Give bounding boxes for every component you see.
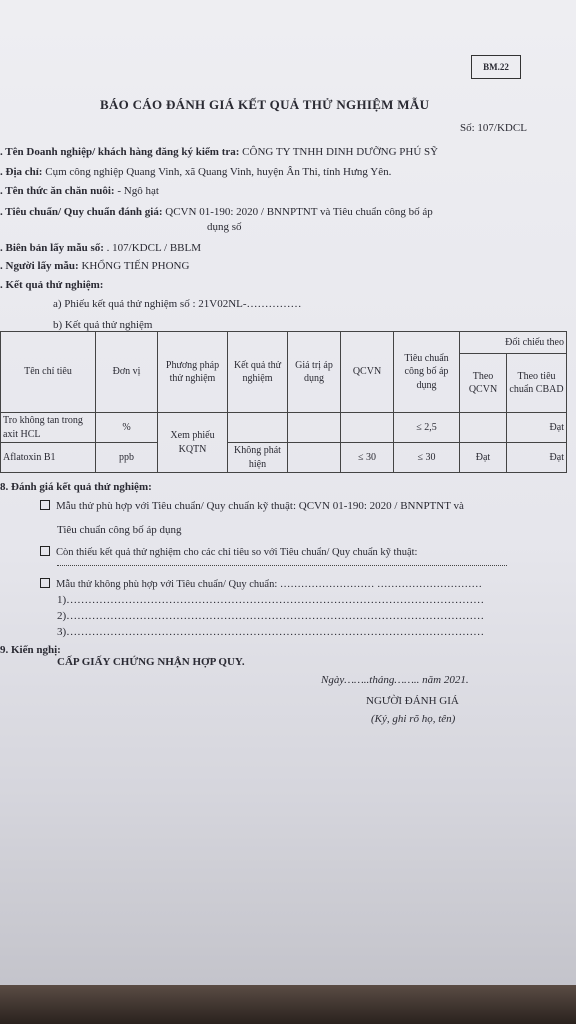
blank-line-2: 2)……………………………………………………………………………………………………: [57, 610, 485, 622]
sampler-label: . Người lấy mẫu:: [0, 260, 79, 272]
row2-qcvn: ≤ 30: [341, 443, 394, 473]
company-value: CÔNG TY TNHH DINH DƯỠNG PHÚ SỸ: [242, 146, 439, 158]
blank-line-1: 1)……………………………………………………………………………………………………: [57, 594, 485, 606]
result-b: b) Kết quả thử nghiệm: [53, 319, 153, 331]
address-label: . Địa chỉ:: [0, 166, 43, 178]
signature-date: Ngày……..tháng…….. năm 2021.: [321, 674, 469, 686]
company-line: [0, 146, 438, 158]
header-by-cbad: Theo tiêu chuẩn CBAD: [507, 354, 567, 413]
header-unit: Đơn vị: [96, 332, 158, 413]
feed-value: - Ngô hạt: [117, 185, 159, 197]
document-number: Số: 107/KDCL: [460, 122, 527, 134]
checkbox-option-2[interactable]: [40, 546, 50, 556]
evaluation-option-1: [40, 500, 464, 512]
evaluation-option-3: [40, 578, 482, 590]
address-line: [0, 166, 391, 178]
sample-record-line: [0, 242, 201, 254]
checkbox-option-1[interactable]: [40, 500, 50, 510]
row1-by-qcvn: [460, 413, 507, 443]
row1-qcvn: [341, 413, 394, 443]
blank-line-3: 3)……………………………………………………………………………………………………: [57, 626, 485, 638]
header-qcvn: QCVN: [341, 332, 394, 413]
row1-unit: %: [96, 413, 158, 443]
sample-record-label: . Biên bản lấy mẫu số:: [0, 242, 104, 254]
feed-label: . Tên thức ăn chăn nuôi:: [0, 185, 115, 197]
recommendation-value: CẤP GIẤY CHỨNG NHẬN HỢP QUY.: [57, 656, 245, 668]
recommendation-heading: 9. Kiến nghị:: [0, 644, 61, 656]
background-shadow: [0, 985, 576, 1024]
row2-declared: ≤ 30: [394, 443, 460, 473]
signature-role: NGƯỜI ĐÁNH GIÁ: [366, 695, 459, 707]
header-declared-standard: Tiêu chuẩn công bố áp dụng: [394, 332, 460, 413]
row2-applied: [288, 443, 341, 473]
company-label: . Tên Doanh nghiệp/ khách hàng đăng ký kiểm tra:: [0, 146, 240, 158]
option-1-text-cont: Tiêu chuẩn công bố áp dụng: [57, 524, 182, 536]
header-by-qcvn: Theo QCVN: [460, 354, 507, 413]
option-1-text: Mẫu thử phù hợp với Tiêu chuẩn/ Quy chuẩn kỹ thuật: QCVN 01-190: 2020 / BNNPTNT và: [56, 500, 464, 512]
evaluation-option-2: [40, 546, 417, 558]
table-row: [1, 413, 567, 443]
sampler-line: [0, 260, 189, 272]
result-a: a) Phiếu kết quả thử nghiệm số : 21V02NL-……………: [53, 298, 302, 310]
header-applied-value: Giá trị áp dụng: [288, 332, 341, 413]
address-value: Cụm công nghiệp Quang Vinh, xã Quang Vinh, huyện Ân Thi, tỉnh Hưng Yên.: [45, 166, 392, 178]
row2-by-cbad: Đạt: [507, 443, 567, 473]
evaluation-heading: 8. Đánh giá kết quả thử nghiệm:: [0, 481, 152, 493]
signature-note: (Ký, ghi rõ họ, tên): [371, 713, 456, 725]
sampler-value: KHỔNG TIẾN PHONG: [81, 260, 190, 272]
standard-line: [0, 206, 433, 218]
standard-value-cont: dụng số: [207, 221, 242, 233]
checkbox-option-3[interactable]: [40, 578, 50, 588]
header-method: Phương pháp thử nghiệm: [158, 332, 228, 413]
table-row: [1, 443, 567, 473]
row1-by-cbad: Đạt: [507, 413, 567, 443]
form-code-box: BM.22: [471, 55, 521, 79]
row2-result: Không phát hiện: [228, 443, 288, 473]
feed-line: [0, 185, 159, 197]
option-2-text: Còn thiếu kết quả thử nghiệm cho các chỉ tiêu so với Tiêu chuẩn/ Quy chuẩn kỹ thuật:: [56, 547, 418, 558]
sample-record-value: . 107/KDCL / BBLM: [106, 242, 201, 254]
results-table: [0, 331, 567, 473]
row1-applied: [288, 413, 341, 443]
document-title: BÁO CÁO ĐÁNH GIÁ KẾT QUẢ THỬ NGHIỆM MẪU: [100, 97, 430, 112]
row1-indicator: Tro không tan trong axit HCL: [1, 413, 96, 443]
option-2-dotted-line: [57, 565, 507, 566]
standard-value: QCVN 01-190: 2020 / BNNPTNT và Tiêu chuẩn công bố áp: [165, 206, 433, 218]
row2-unit: ppb: [96, 443, 158, 473]
option-3-text: Mẫu thử không phù hợp với Tiêu chuẩn/ Quy chuẩn: ……………………… …………………………: [56, 579, 482, 590]
result-label: . Kết quả thử nghiệm:: [0, 279, 104, 291]
method-merged: Xem phiếu KQTN: [158, 413, 228, 473]
header-compare-group: Đối chiếu theo: [460, 332, 567, 354]
header-result: Kết quả thử nghiệm: [228, 332, 288, 413]
row2-indicator: Aflatoxin B1: [1, 443, 96, 473]
header-indicator: Tên chỉ tiêu: [1, 332, 96, 413]
row2-by-qcvn: Đạt: [460, 443, 507, 473]
row1-declared: ≤ 2,5: [394, 413, 460, 443]
row1-result: [228, 413, 288, 443]
standard-label: . Tiêu chuẩn/ Quy chuẩn đánh giá:: [0, 206, 163, 218]
